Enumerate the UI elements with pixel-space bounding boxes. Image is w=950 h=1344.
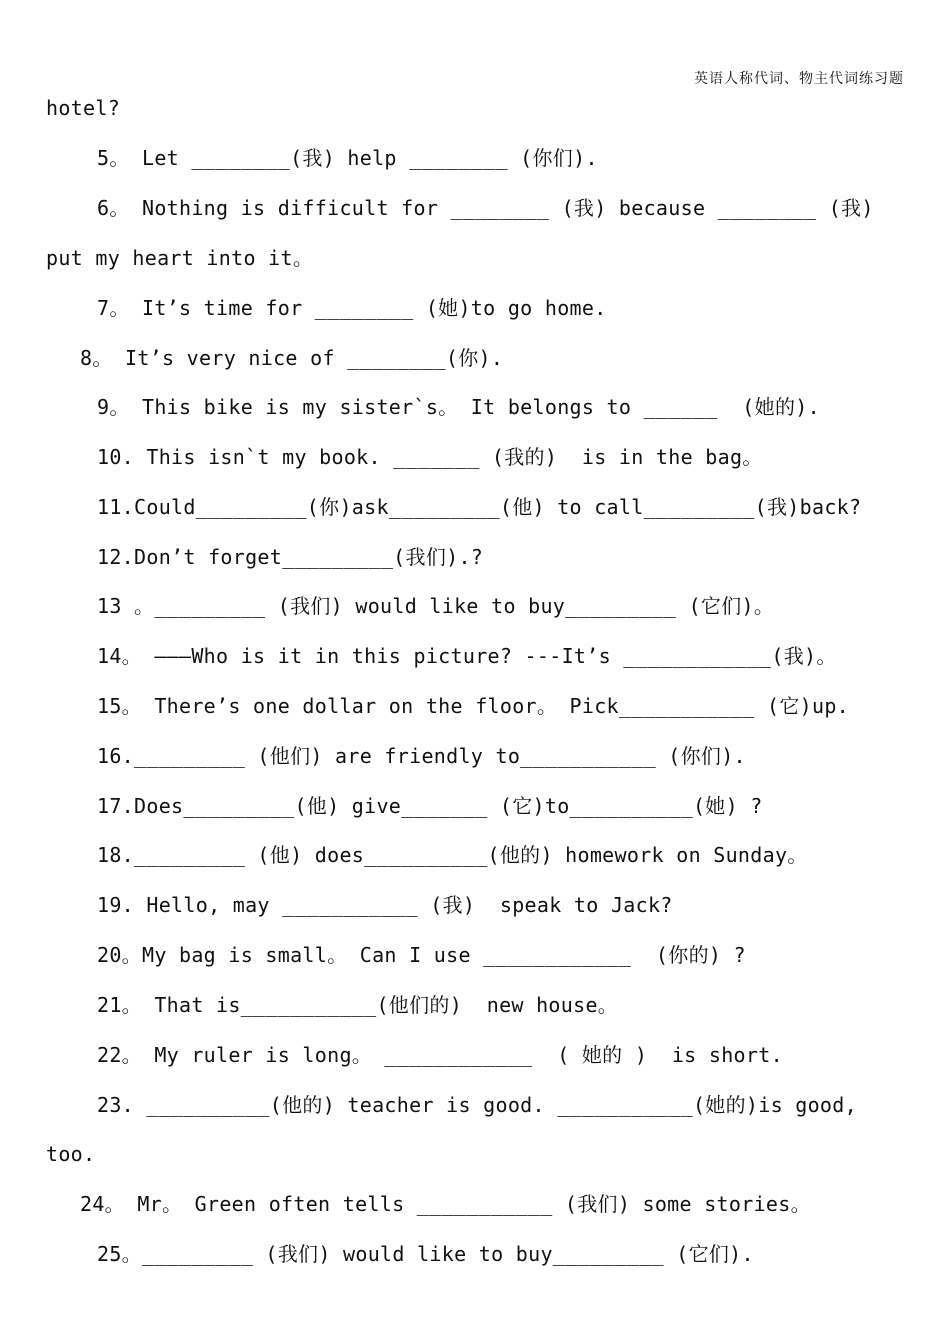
question-11: 11.Could_________(你)ask_________(他) to call_________(我)back? — [97, 495, 862, 519]
document-header: 英语人称代词、物主代词练习题 — [694, 71, 904, 87]
question-12: 12.Don’t forget_________(我们).? — [97, 545, 484, 569]
question-19: 19. Hello, may ___________ (我) speak to Jack? — [97, 893, 673, 917]
text-line: put my heart into it。 — [46, 246, 314, 270]
question-5: 5。 Let ________(我) help ________ (你们). — [97, 146, 598, 170]
question-23: 23. __________(他的) teacher is good. ___________(她的)is good, — [97, 1093, 857, 1117]
question-9: 9。 This bike is my sister`s。 It belongs to ______ (她的). — [97, 395, 820, 419]
question-10: 10. This isn`t my book. _______ (我的) is in the bag。 — [97, 445, 763, 469]
question-17: 17.Does_________(他) give_______ (它)to__________(她) ? — [97, 794, 763, 818]
question-24: 24。 Mr。 Green often tells ___________ (我们) some stories。 — [80, 1192, 811, 1216]
question-25: 25。_________ (我们) would like to buy_________ (它们). — [97, 1242, 754, 1266]
question-15: 15。 There’s one dollar on the floor。 Pick___________ (它)up. — [97, 694, 849, 718]
question-16: 16._________ (他们) are friendly to___________ (你们). — [97, 744, 746, 768]
text-line: hotel? — [46, 96, 121, 120]
question-7: 7。 It’s time for ________ (她)to go home. — [97, 296, 607, 320]
question-18: 18._________ (他) does__________(他的) homework on Sunday。 — [97, 843, 808, 867]
question-6: 6。 Nothing is difficult for ________ (我) because ________ (我) — [97, 196, 874, 220]
question-13: 13 。_________ (我们) would like to buy_________ (它们)。 — [97, 594, 775, 618]
text-line: too. — [46, 1142, 96, 1166]
question-22: 22。 My ruler is long。 ____________ ( 她的 ) is short. — [97, 1043, 783, 1067]
question-21: 21。 That is___________(他们的) new house。 — [97, 993, 619, 1017]
question-14: 14。 ———Who is it in this picture? ---It’s ____________(我)。 — [97, 644, 837, 668]
question-8: 8。 It’s very nice of ________(你). — [80, 346, 504, 370]
question-20: 20。My bag is small。 Can I use ____________ (你的) ? — [97, 943, 746, 967]
